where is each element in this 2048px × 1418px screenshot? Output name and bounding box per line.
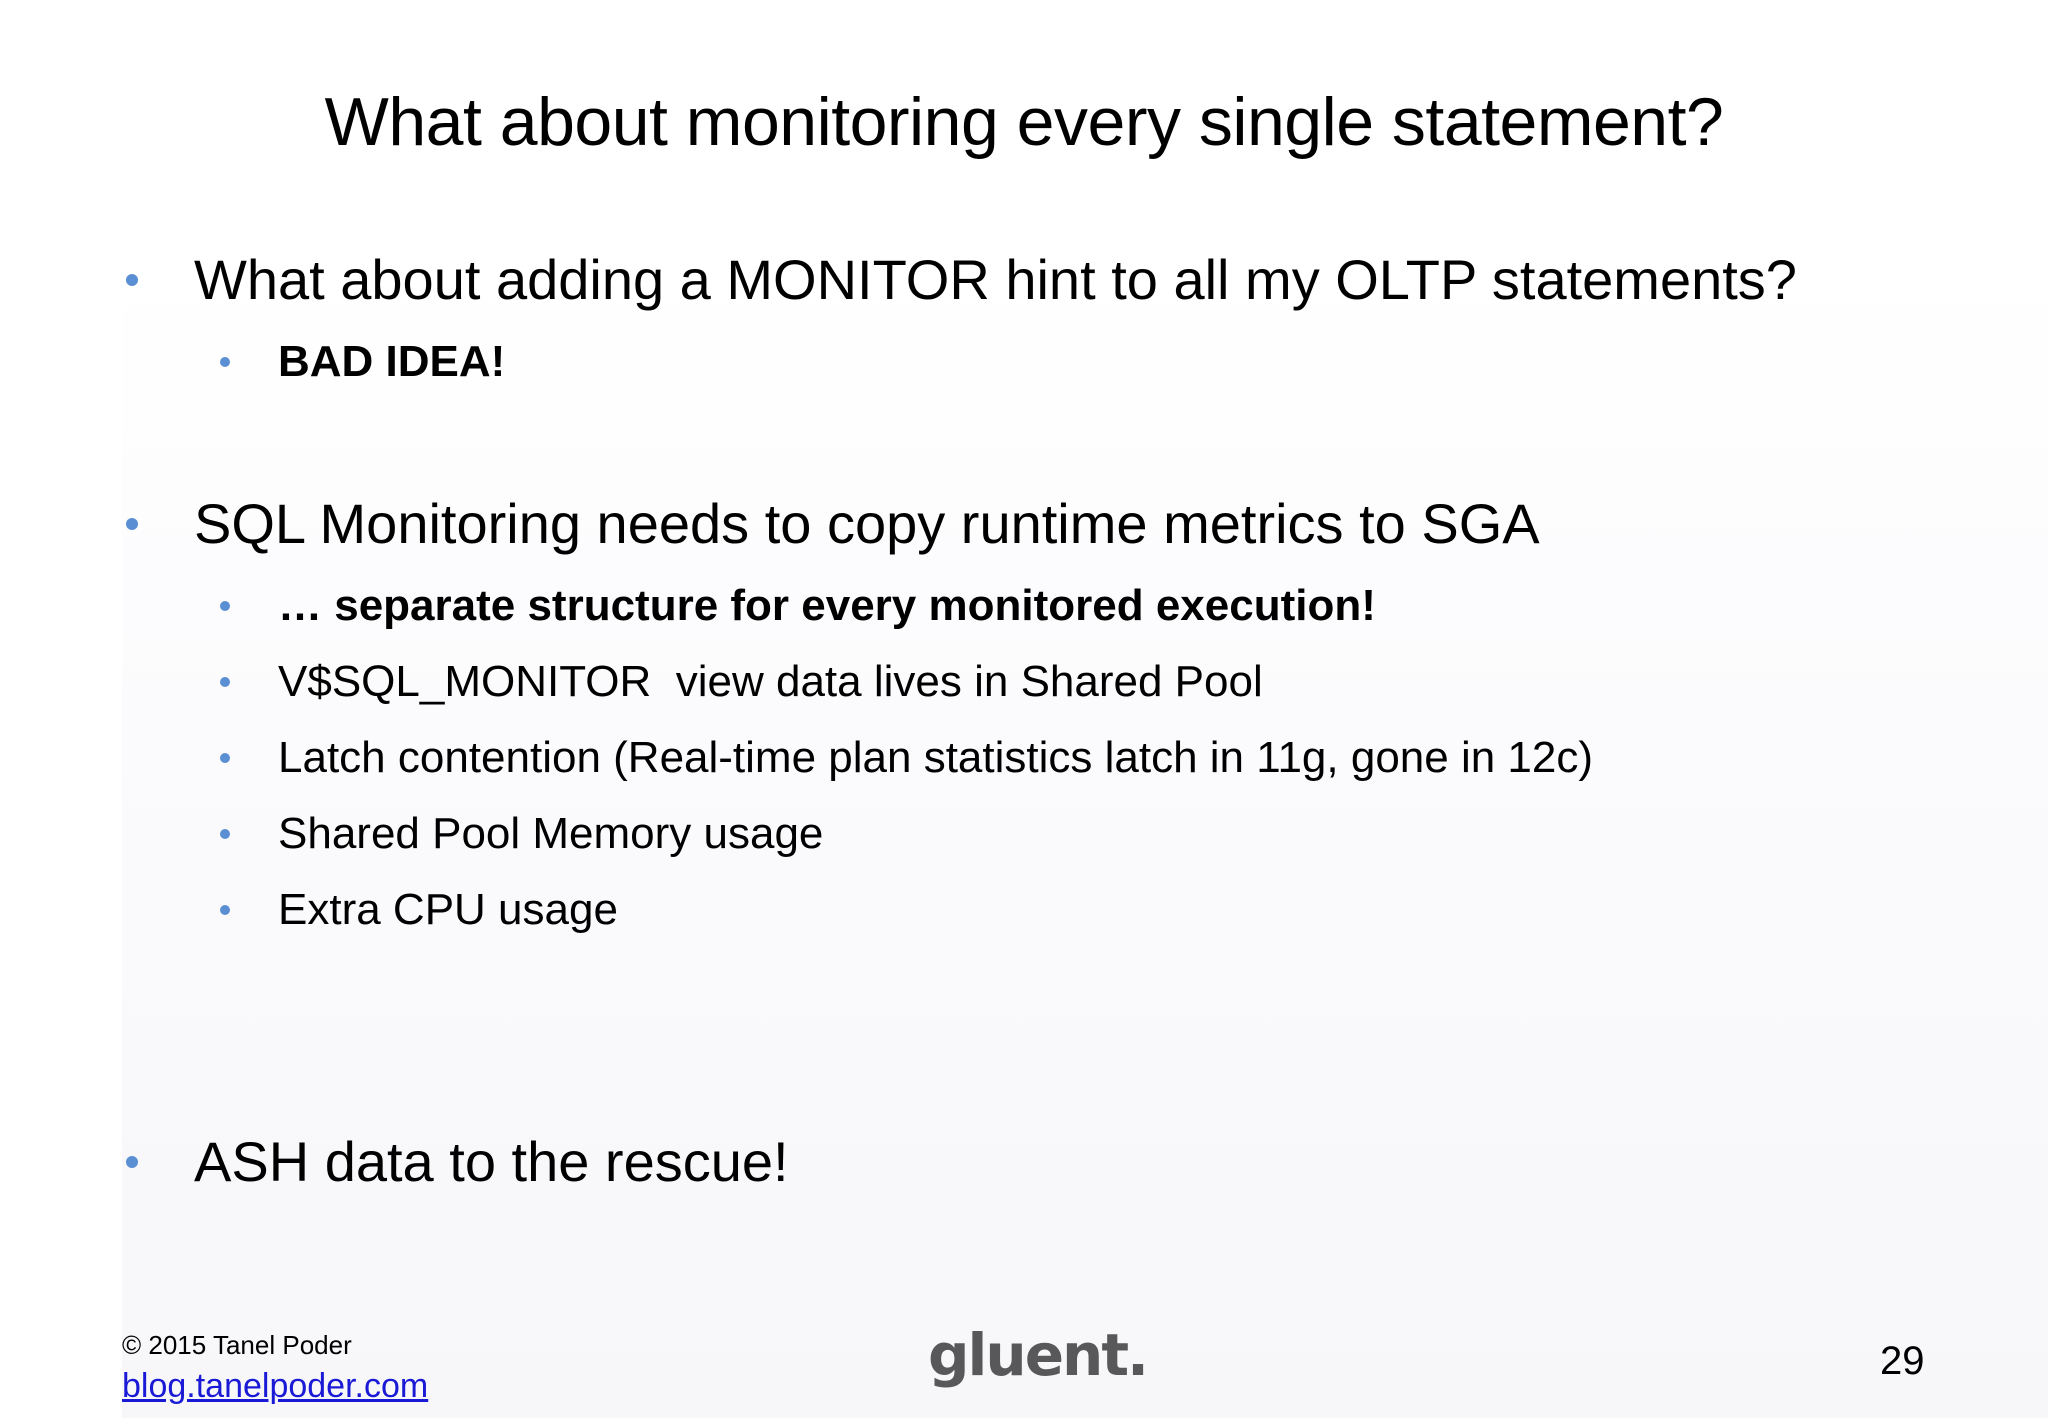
bullet-dot-icon [126, 274, 138, 286]
sub-bullet-text: Extra CPU usage [278, 885, 618, 934]
bullet-dot-icon [220, 601, 230, 611]
page-number: 29 [1880, 1339, 1925, 1383]
sub-bullet-text: Shared Pool Memory usage [278, 809, 824, 858]
sub-bullet-item [278, 808, 823, 860]
sub-bullet-text: V$SQL_MONITOR view data lives in Shared Pool [278, 657, 1263, 706]
bullet-text: SQL Monitoring needs to copy runtime metrics to SGA [194, 492, 1540, 555]
bullet-dot-icon [220, 677, 230, 687]
sub-bullet-item [278, 580, 1376, 632]
gluent-logo: gluent. [928, 1321, 1148, 1389]
blog-link[interactable]: blog.tanelpoder.com [122, 1367, 429, 1405]
bullet-dot-icon [220, 905, 230, 915]
sub-bullet-text: … separate structure for every monitored execution! [278, 581, 1376, 630]
bullet-dot-icon [220, 357, 230, 367]
bullet-dot-icon [126, 518, 138, 530]
bullet-item [194, 492, 1540, 556]
bullet-text: ASH data to the rescue! [194, 1130, 789, 1193]
bullet-dot-icon [220, 753, 230, 763]
copyright-notice: © 2015 Tanel Poder [122, 1330, 352, 1360]
sub-bullet-item [278, 732, 1593, 784]
sub-bullet-text: Latch contention (Real-time plan statistics latch in 11g, gone in 12c) [278, 733, 1594, 782]
bullet-item [194, 1130, 789, 1194]
sub-bullet-text: BAD IDEA! [278, 337, 506, 386]
slide-title: What about monitoring every single statement? [324, 84, 1724, 160]
sub-bullet-item [278, 656, 1263, 708]
sub-bullet-item [278, 884, 618, 936]
bullet-dot-icon [220, 829, 230, 839]
bullet-dot-icon [126, 1156, 138, 1168]
bullet-item [194, 248, 1797, 312]
sub-bullet-item [278, 336, 505, 388]
bullet-text: What about adding a MONITOR hint to all my OLTP statements? [194, 248, 1797, 311]
